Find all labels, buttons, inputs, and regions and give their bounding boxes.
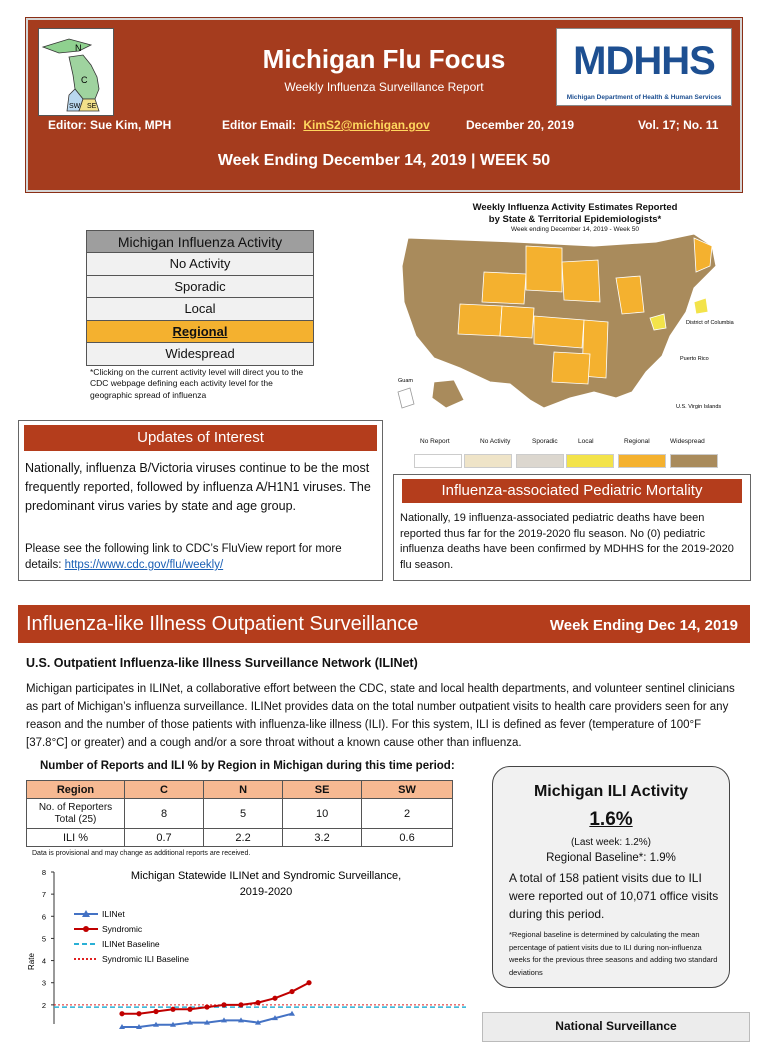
editor-email-label: Editor Email:: [222, 118, 297, 132]
pediatric-mortality-box: [393, 474, 751, 581]
logo-subtext: Michigan Department of Health & Human Services: [566, 94, 722, 101]
pediatric-heading: Influenza-associated Pediatric Mortality: [402, 479, 742, 503]
activity-note: *Clicking on the current activity level will direct you to the CDC webpage defining each activity level for the geographic spread of influenza: [90, 367, 304, 400]
syndromic-point: [187, 1007, 192, 1012]
ili-activity-text: A total of 158 patient visits due to ILI were reported out of 10,071 office visits during this period.: [509, 871, 719, 921]
updates-paragraph: Nationally, influenza B/Victoria viruses continue to be the most frequently reported, followed by influenza A/H1N1 viruses. The predominant virus varies by state and age group.: [25, 461, 371, 513]
ili-line-chart: [26, 862, 466, 1024]
activity-table-header: Michigan Influenza Activity: [87, 231, 314, 253]
region-header-se: SE: [283, 781, 362, 799]
issue-date: December 20, 2019: [466, 118, 575, 132]
legend-swatch-sporadic: [516, 454, 564, 468]
syndromic-point: [289, 989, 294, 994]
updates-link-text: Please see the following link to CDC’s FluView report for more details:: [25, 543, 342, 571]
editor-email-group: [222, 118, 430, 132]
ili-row-label: ILI %: [27, 829, 125, 847]
legend-swatch-no-report: [414, 454, 462, 468]
ilinet-point: [289, 1011, 295, 1016]
reporters-row-label: No. of Reporters Total (25): [27, 799, 125, 829]
ilinet-paragraph: Michigan participates in ILINet, a collaborative effort between the CDC, state and local health departments, and volunteer sentinel clinicians as part of Michigan’s influenza surveillance. ILINet provides data on the total number outpatient visits to health care providers seen for any reason and the number of those patients with influenza-like illness (ILI). For this system, ILI is defined as fever (temperature of 100°F [37.8°C] or greater) and a cough and/or a sore throat without a known cause other than influenza.: [26, 683, 735, 749]
updates-heading: Updates of Interest: [24, 425, 377, 451]
editor-email-link[interactable]: KimS2@michigan.gov: [303, 118, 430, 132]
legend-no-activity: No Activity: [480, 438, 511, 445]
syndromic-point: [119, 1011, 124, 1016]
map-label-c: C: [81, 75, 88, 85]
page-title: Michigan Flu Focus: [262, 44, 506, 74]
syndromic-point: [306, 980, 311, 985]
ili-activity-box: [492, 766, 730, 988]
legend-no-report: No Report: [420, 438, 450, 445]
vi-label: U.S. Virgin Islands: [676, 404, 722, 410]
syndromic-line: [122, 983, 309, 1014]
region-header-sw: SW: [362, 781, 453, 799]
editor-name: Editor: Sue Kim, MPH: [48, 118, 172, 132]
ili-section-banner: [18, 605, 750, 643]
volume-number: Vol. 17; No. 11: [638, 118, 719, 132]
region-header-region: Region: [27, 781, 125, 799]
reporters-n: 5: [204, 799, 283, 829]
ili-baseline-note: *Regional baseline is determined by calculating the mean percentage of patient visits due to ILI during non-influenza weeks for the previous three seasons and adding two standard deviations: [509, 930, 718, 977]
reporters-se: 10: [283, 799, 362, 829]
legend-swatch-regional: [618, 454, 666, 468]
legend-label: Syndromic ILI Baseline: [102, 954, 189, 964]
legend-marker: [83, 926, 89, 932]
region-header-c: C: [125, 781, 204, 799]
activity-level-table: [86, 230, 314, 366]
us-map-subtitle: Week ending December 14, 2019 - Week 50: [510, 226, 640, 233]
region-table: [26, 780, 453, 847]
ili-banner-week: Week Ending Dec 14, 2019: [549, 617, 738, 634]
syndromic-point: [255, 1000, 260, 1005]
activity-level-regional[interactable]: Regional: [87, 320, 314, 343]
activity-level-local[interactable]: Local: [87, 298, 314, 321]
y-tick-label: 4: [41, 956, 46, 966]
reporters-sw: 2: [362, 799, 453, 829]
chart-ylabel: Rate: [27, 953, 36, 970]
national-surveillance-box: [482, 1012, 750, 1042]
activity-level-widespread[interactable]: Widespread: [87, 343, 314, 366]
legend-local: Local: [578, 438, 594, 445]
legend-label: ILINet: [102, 909, 125, 919]
ili-activity-title: Michigan ILI Activity: [533, 783, 689, 800]
y-tick-label: 6: [41, 912, 46, 922]
us-map-title-line2: by State & Territorial Epidemiologists*: [488, 213, 662, 225]
ili-regional-baseline: Regional Baseline*: 1.9%: [546, 852, 676, 864]
y-tick-label: 3: [41, 978, 46, 988]
updates-link-paragraph: [25, 541, 375, 573]
ili-last-week: (Last week: 1.2%): [570, 837, 652, 848]
syndromic-point: [238, 1002, 243, 1007]
region-table-note: Data is provisional and may change as additional reports are received.: [32, 850, 251, 857]
logo-text: MDHHS: [573, 39, 715, 83]
ili-activity-value: 1.6%: [589, 809, 633, 830]
syndromic-point: [204, 1004, 209, 1009]
ili-sw: 0.6: [362, 829, 453, 847]
ili-se: 3.2: [283, 829, 362, 847]
reporters-c: 8: [125, 799, 204, 829]
chart-title-line2: 2019-2020: [239, 886, 293, 898]
map-label-se: SE: [87, 103, 97, 110]
legend-widespread: Widespread: [670, 438, 705, 445]
us-map-title-line1: Weekly Influenza Activity Estimates Reported: [472, 202, 678, 213]
y-tick-label: 7: [41, 890, 46, 900]
syndromic-point: [272, 996, 277, 1001]
ili-c: 0.7: [125, 829, 204, 847]
ili-banner-title: Influenza-like Illness Outpatient Surveillance: [26, 613, 419, 635]
header-banner: [26, 18, 742, 192]
pediatric-text: Nationally, 19 influenza-associated pediatric deaths have been reported thus far for the 2019-2020 flu season. No (0) pediatric influenza deaths have been confirmed by MDHHS for the 2019-2020 flu season.: [400, 512, 734, 571]
legend-swatch-widespread: [670, 454, 718, 468]
ili-n: 2.2: [204, 829, 283, 847]
chart-legend: [74, 909, 189, 964]
chart-y-axis: [42, 868, 54, 1024]
y-tick-label: 5: [41, 934, 46, 944]
guam-label: Guam: [398, 378, 413, 384]
legend-swatch-no-activity: [464, 454, 512, 468]
ilinet-subheading: U.S. Outpatient Influenza-like Illness Surveillance Network (ILINet): [26, 656, 418, 670]
region-table-caption: Number of Reports and ILI % by Region in Michigan during this time period:: [40, 760, 455, 772]
legend-label: ILINet Baseline: [102, 939, 160, 949]
us-map-title: [405, 202, 745, 226]
y-tick-label: 2: [41, 1000, 46, 1010]
syndromic-point: [170, 1007, 175, 1012]
legend-label: Syndromic: [102, 924, 143, 934]
updates-box: [18, 420, 383, 581]
us-activity-map: [394, 232, 744, 432]
syndromic-point: [221, 1002, 226, 1007]
week-ending-line: Week Ending December 14, 2019 | WEEK 50: [217, 152, 551, 169]
activity-level-no-activity[interactable]: No Activity: [87, 253, 314, 276]
syndromic-point: [136, 1011, 141, 1016]
fluview-link[interactable]: https://www.cdc.gov/flu/weekly/: [64, 559, 224, 571]
mdhhs-logo: [556, 28, 732, 106]
y-tick-label: 8: [41, 868, 46, 877]
region-header-n: N: [204, 781, 283, 799]
chart-title-line1: Michigan Statewide ILINet and Syndromic Surveillance,: [130, 870, 402, 882]
activity-level-sporadic[interactable]: Sporadic: [87, 275, 314, 298]
legend-swatch-local: [566, 454, 614, 468]
legend-sporadic: Sporadic: [532, 438, 558, 445]
syndromic-point: [153, 1009, 158, 1014]
map-label-n: N: [75, 43, 82, 53]
page-subtitle: Weekly Influenza Surveillance Report: [284, 80, 484, 94]
pr-label: Puerto Rico: [680, 356, 709, 362]
legend-regional: Regional: [624, 438, 650, 445]
chart-series: [54, 980, 466, 1029]
dc-label: District of Columbia: [686, 320, 734, 326]
national-surveillance-label: National Surveillance: [555, 1019, 677, 1033]
map-label-sw: SW: [69, 103, 81, 110]
